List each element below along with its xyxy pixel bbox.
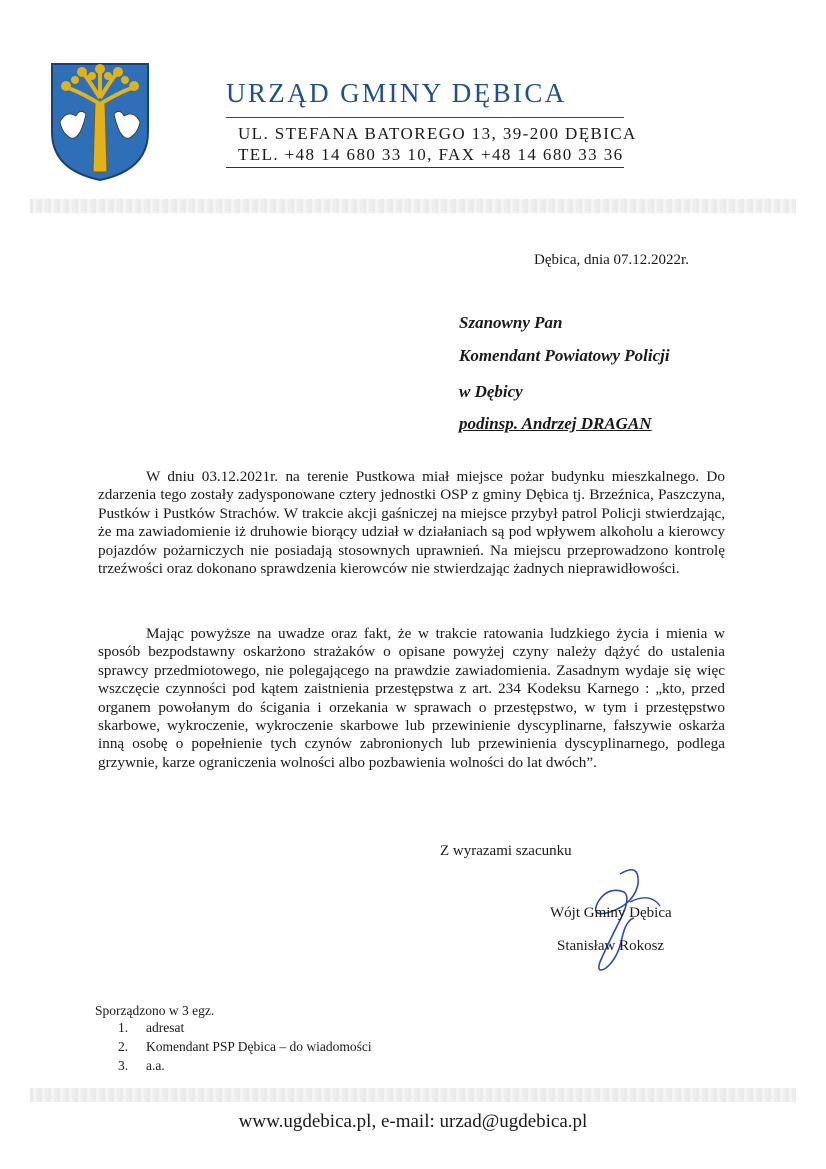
signatory-title: Wójt Gminy Dębica	[550, 905, 672, 921]
addressee-name: podinsp. Andrzej DRAGAN	[459, 414, 652, 433]
coat-of-arms-icon	[50, 62, 150, 182]
addressee-title: Komendant Powiatowy Policji	[459, 346, 670, 365]
letter-paragraph-2: Mając powyższe na uwadze oraz fakt, że w trakcie ratowania ludzkiego życia i mienia w sposób bezpodstawny oskarżono strażaków o opisane powyżej czyny należy dążyć do ustalenia sprawcy przedmiotowego, nie polegającego na prawdzie zawiadomienia. Zasadnym wydaje się więc wszczęcie czynności pod kątem zaistnienia przestępstwa z art. 234 Kodeksu Karnego : „kto, przed organem powołanym do ścigania i orzekania w sprawach o przestępstwo, w tym i przestępstwo skarbowe, wykroczenie, wykroczenie skarbowe lub przewinienie dyscyplinarne, fałszywie oskarża inną osobę o popełnienie tych czynów zabronionych lub przewinienia dyscyplinarnego, podlega grzywnie, karze ograniczenia wolności albo pozbawienia wolności do lat dwóch”.	[98, 625, 725, 771]
letter-closing: Z wyrazami szacunku	[440, 843, 572, 859]
signatory-name: Stanisław Rokosz	[557, 938, 665, 954]
list-item: 3. a.a.	[118, 1058, 165, 1073]
addressee-location: w Dębicy	[459, 382, 523, 401]
copies-list	[118, 1018, 372, 1075]
footer-band	[30, 1088, 796, 1102]
footer-contact: www.ugdebica.pl, e-mail: urzad@ugdebica.pl	[238, 1111, 588, 1132]
organization-contact: TEL. +48 14 680 33 10, FAX +48 14 680 33 36	[238, 145, 624, 164]
list-item: 2. Komendant PSP Dębica – do wiadomości	[118, 1039, 372, 1054]
header-band	[30, 199, 796, 213]
copies-note: Sporządzono w 3 egz.	[95, 1003, 215, 1018]
letter-paragraph-1: W dniu 03.12.2021r. na terenie Pustkowa miał miejsce pożar budynku mieszkalnego. Do zdarzenia tego zostały zadysponowane cztery jednostki OSP z gminy Dębica tj. Brzeźnica, Paszczyna, Pustków i Pustków Strachów. W trakcie akcji gaśniczej na miejsce przybył patrol Policji stwierdzając, że ma zawiadomienie iż druhowie biorący udział w działaniach są pod wpływem alkoholu a kierowcy pojazdów pożarniczych nie posiadają stosownych uprawnień. Na miejscu przeprowadzono kontrolę trzeźwości oraz dokonano sprawdzenia kierowców nie stwierdzając żadnych nieprawidłowości.	[98, 468, 725, 578]
letter-date: Dębica, dnia 07.12.2022r.	[534, 252, 689, 268]
address-divider	[226, 167, 624, 168]
header-divider	[226, 117, 624, 118]
organization-address: UL. STEFANA BATOREGO 13, 39-200 DĘBICA	[238, 124, 637, 143]
list-item: 1. adresat	[118, 1020, 185, 1035]
addressee-salutation: Szanowny Pan	[459, 313, 563, 332]
organization-name: URZĄD GMINY DĘBICA	[226, 78, 567, 108]
